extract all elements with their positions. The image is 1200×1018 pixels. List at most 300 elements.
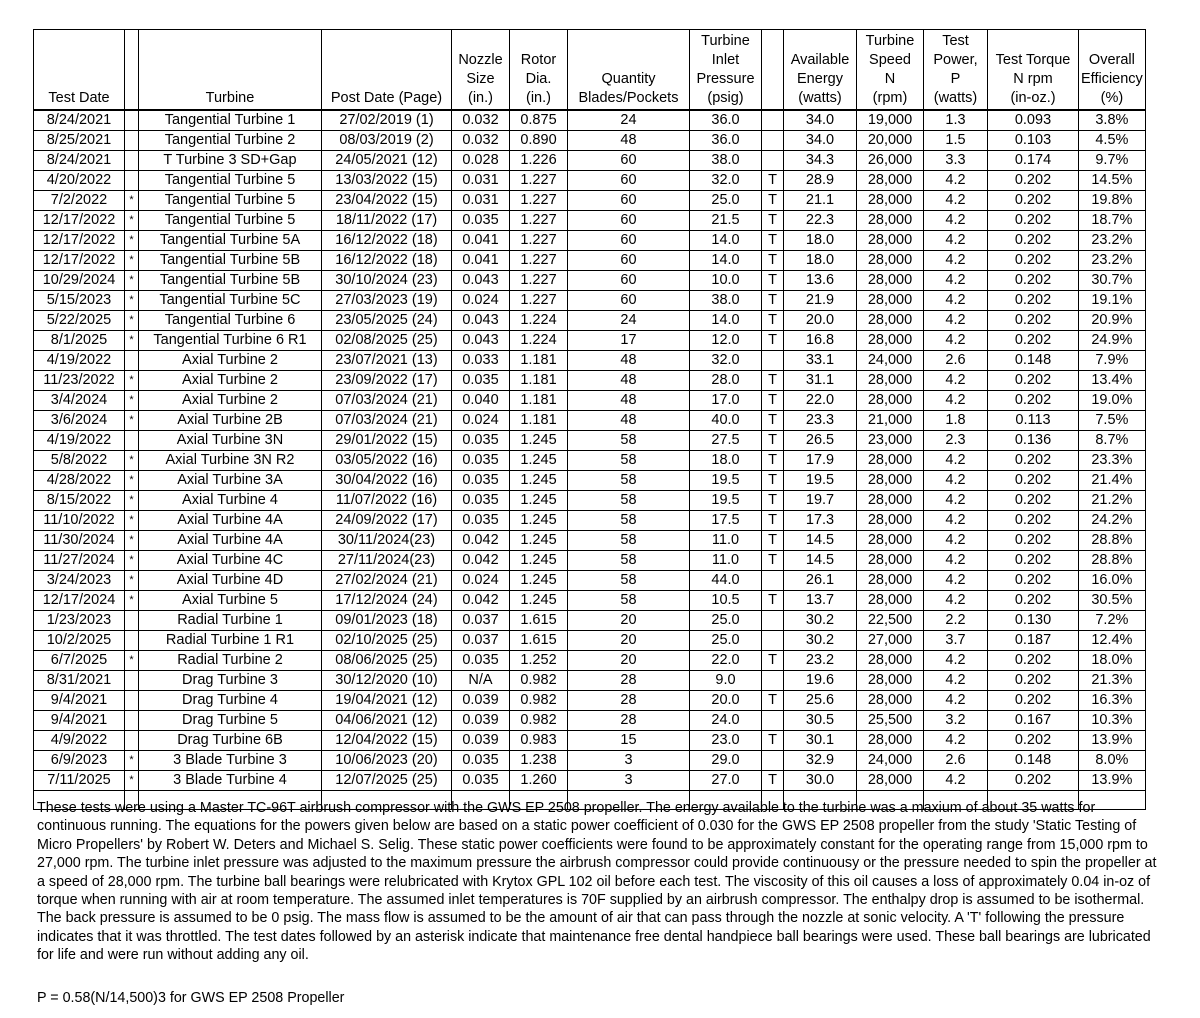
- cell-pressure: 32.0: [690, 351, 762, 371]
- cell-throttle-flag: [762, 151, 784, 171]
- cell-rotor: 1.227: [510, 291, 568, 311]
- cell-power: 4.2: [924, 171, 988, 191]
- cell-energy: 23.3: [784, 411, 857, 431]
- cell-nozzle: 0.043: [452, 271, 510, 291]
- cell-torque: 0.202: [988, 571, 1079, 591]
- cell-power: 4.2: [924, 651, 988, 671]
- table-row: [34, 551, 1146, 571]
- cell-nozzle: 0.035: [452, 491, 510, 511]
- cell-quantity: 17: [568, 331, 690, 351]
- cell-bearing-flag: [125, 671, 139, 691]
- cell-throttle-flag: [762, 571, 784, 591]
- cell-turbine: Drag Turbine 3: [139, 671, 322, 691]
- cell-pressure: 20.0: [690, 691, 762, 711]
- cell-quantity: 60: [568, 271, 690, 291]
- cell-turbine: Drag Turbine 5: [139, 711, 322, 731]
- cell-turbine: Tangential Turbine 1: [139, 110, 322, 131]
- cell-turbine: T Turbine 3 SD+Gap: [139, 151, 322, 171]
- header-throttle-flag: [762, 30, 784, 111]
- cell-turbine: Axial Turbine 4A: [139, 511, 322, 531]
- header-line: N rpm: [1013, 71, 1053, 87]
- header-line: (in-oz.): [1010, 90, 1056, 106]
- cell-quantity: 58: [568, 551, 690, 571]
- cell-throttle-flag: T: [762, 491, 784, 511]
- cell-speed: 28,000: [857, 331, 924, 351]
- cell-pressure: 18.0: [690, 451, 762, 471]
- cell-throttle-flag: T: [762, 651, 784, 671]
- cell-efficiency: 30.5%: [1079, 591, 1146, 611]
- cell-torque: 0.202: [988, 191, 1079, 211]
- cell-throttle-flag: T: [762, 231, 784, 251]
- cell-quantity: 58: [568, 531, 690, 551]
- table-row: [34, 291, 1146, 311]
- cell-speed: 23,000: [857, 431, 924, 451]
- table-row: [34, 351, 1146, 371]
- header-speed: [857, 30, 924, 111]
- header-line: Nozzle: [458, 52, 503, 68]
- cell-energy: 34.3: [784, 151, 857, 171]
- cell-post-date: 16/12/2022 (18): [322, 231, 452, 251]
- cell-energy: 19.6: [784, 671, 857, 691]
- cell-throttle-flag: T: [762, 771, 784, 791]
- cell-test-date: 3/4/2024: [34, 391, 125, 411]
- cell-pressure: 38.0: [690, 151, 762, 171]
- header-line: P: [950, 71, 961, 87]
- cell-post-date: 30/12/2020 (10): [322, 671, 452, 691]
- cell-bearing-flag: *: [125, 271, 139, 291]
- cell-test-date: 3/6/2024: [34, 411, 125, 431]
- cell-bearing-flag: *: [125, 651, 139, 671]
- cell-throttle-flag: T: [762, 331, 784, 351]
- cell-rotor: 0.982: [510, 671, 568, 691]
- cell-test-date: 4/20/2022: [34, 171, 125, 191]
- cell-pressure: 17.5: [690, 511, 762, 531]
- cell-bearing-flag: [125, 711, 139, 731]
- cell-turbine: 3 Blade Turbine 4: [139, 771, 322, 791]
- cell-nozzle: 0.042: [452, 591, 510, 611]
- cell-power: 4.2: [924, 331, 988, 351]
- cell-rotor: 1.181: [510, 351, 568, 371]
- cell-pressure: 23.0: [690, 731, 762, 751]
- cell-quantity: 24: [568, 110, 690, 131]
- cell-throttle-flag: T: [762, 591, 784, 611]
- cell-energy: 30.2: [784, 611, 857, 631]
- cell-rotor: 0.983: [510, 731, 568, 751]
- cell-post-date: 18/11/2022 (17): [322, 211, 452, 231]
- cell-nozzle: 0.042: [452, 551, 510, 571]
- cell-quantity: 58: [568, 451, 690, 471]
- cell-energy: 19.7: [784, 491, 857, 511]
- cell-pressure: 36.0: [690, 110, 762, 131]
- cell-power: 4.2: [924, 211, 988, 231]
- cell-nozzle: 0.032: [452, 131, 510, 151]
- cell-rotor: 1.252: [510, 651, 568, 671]
- cell-test-date: 8/1/2025: [34, 331, 125, 351]
- cell-efficiency: 14.5%: [1079, 171, 1146, 191]
- cell-speed: 21,000: [857, 411, 924, 431]
- cell-power: 4.2: [924, 591, 988, 611]
- header-quantity: [568, 30, 690, 111]
- cell-torque: 0.202: [988, 331, 1079, 351]
- header-line: Inlet: [711, 52, 740, 68]
- cell-rotor: 1.260: [510, 771, 568, 791]
- cell-efficiency: 13.9%: [1079, 771, 1146, 791]
- cell-nozzle: 0.028: [452, 151, 510, 171]
- cell-torque: 0.148: [988, 751, 1079, 771]
- table-row: [34, 671, 1146, 691]
- cell-rotor: 1.181: [510, 391, 568, 411]
- cell-torque: 0.202: [988, 271, 1079, 291]
- cell-test-date: 7/11/2025: [34, 771, 125, 791]
- header-line: (in.): [468, 90, 493, 106]
- cell-power: 4.2: [924, 451, 988, 471]
- cell-speed: 28,000: [857, 731, 924, 751]
- cell-power: 2.3: [924, 431, 988, 451]
- cell-nozzle: 0.041: [452, 231, 510, 251]
- cell-post-date: 30/11/2024(23): [322, 531, 452, 551]
- cell-post-date: 11/07/2022 (16): [322, 491, 452, 511]
- cell-throttle-flag: T: [762, 291, 784, 311]
- table-row: [34, 231, 1146, 251]
- cell-power: 2.6: [924, 351, 988, 371]
- cell-efficiency: 18.0%: [1079, 651, 1146, 671]
- cell-turbine: Radial Turbine 2: [139, 651, 322, 671]
- table-row: [34, 331, 1146, 351]
- cell-nozzle: 0.024: [452, 291, 510, 311]
- cell-power: 3.7: [924, 631, 988, 651]
- cell-post-date: 23/04/2022 (15): [322, 191, 452, 211]
- cell-quantity: 3: [568, 751, 690, 771]
- cell-torque: 0.202: [988, 491, 1079, 511]
- cell-throttle-flag: T: [762, 531, 784, 551]
- cell-turbine: Tangential Turbine 2: [139, 131, 322, 151]
- table-row: [34, 271, 1146, 291]
- cell-power: 4.2: [924, 551, 988, 571]
- cell-nozzle: 0.035: [452, 431, 510, 451]
- cell-power: 4.2: [924, 531, 988, 551]
- header-line: Overall: [1088, 52, 1135, 68]
- cell-test-date: 6/7/2025: [34, 651, 125, 671]
- cell-speed: 28,000: [857, 671, 924, 691]
- table-row: [34, 571, 1146, 591]
- cell-bearing-flag: *: [125, 311, 139, 331]
- cell-quantity: 3: [568, 771, 690, 791]
- header-pressure: [690, 30, 762, 111]
- header-torque: [988, 30, 1079, 111]
- cell-bearing-flag: *: [125, 291, 139, 311]
- cell-post-date: 24/09/2022 (17): [322, 511, 452, 531]
- cell-power: 4.2: [924, 271, 988, 291]
- cell-nozzle: 0.035: [452, 471, 510, 491]
- cell-bearing-flag: *: [125, 331, 139, 351]
- cell-turbine: Axial Turbine 4A: [139, 531, 322, 551]
- cell-throttle-flag: [762, 751, 784, 771]
- table-row: [34, 631, 1146, 651]
- cell-torque: 0.093: [988, 110, 1079, 131]
- cell-rotor: 0.890: [510, 131, 568, 151]
- cell-turbine: Axial Turbine 4C: [139, 551, 322, 571]
- cell-throttle-flag: [762, 131, 784, 151]
- cell-energy: 17.9: [784, 451, 857, 471]
- header-row: [34, 30, 1146, 111]
- cell-quantity: 60: [568, 211, 690, 231]
- cell-turbine: Tangential Turbine 5A: [139, 231, 322, 251]
- cell-throttle-flag: [762, 611, 784, 631]
- cell-pressure: 44.0: [690, 571, 762, 591]
- table-row: [34, 531, 1146, 551]
- cell-turbine: Axial Turbine 2: [139, 371, 322, 391]
- cell-turbine: Axial Turbine 3N R2: [139, 451, 322, 471]
- cell-bearing-flag: *: [125, 231, 139, 251]
- cell-efficiency: 19.0%: [1079, 391, 1146, 411]
- cell-rotor: 1.227: [510, 271, 568, 291]
- cell-speed: 28,000: [857, 291, 924, 311]
- cell-power: 4.2: [924, 671, 988, 691]
- table-row: [34, 171, 1146, 191]
- cell-bearing-flag: [125, 110, 139, 131]
- cell-pressure: 14.0: [690, 311, 762, 331]
- cell-torque: 0.202: [988, 391, 1079, 411]
- cell-throttle-flag: T: [762, 391, 784, 411]
- power-formula: P = 0.58(N/14,500)3 for GWS EP 2508 Propeller: [37, 990, 345, 1006]
- cell-torque: 0.113: [988, 411, 1079, 431]
- cell-speed: 19,000: [857, 110, 924, 131]
- cell-throttle-flag: T: [762, 171, 784, 191]
- cell-pressure: 32.0: [690, 171, 762, 191]
- table-row: [34, 591, 1146, 611]
- cell-bearing-flag: *: [125, 391, 139, 411]
- cell-speed: 28,000: [857, 511, 924, 531]
- cell-nozzle: 0.035: [452, 371, 510, 391]
- cell-throttle-flag: [762, 631, 784, 651]
- cell-bearing-flag: *: [125, 251, 139, 271]
- table-row: [34, 451, 1146, 471]
- cell-speed: 25,500: [857, 711, 924, 731]
- cell-rotor: 1.245: [510, 491, 568, 511]
- cell-pressure: 17.0: [690, 391, 762, 411]
- cell-rotor: 0.875: [510, 110, 568, 131]
- cell-post-date: 12/04/2022 (15): [322, 731, 452, 751]
- cell-throttle-flag: T: [762, 691, 784, 711]
- cell-quantity: 48: [568, 371, 690, 391]
- cell-post-date: 19/04/2021 (12): [322, 691, 452, 711]
- cell-test-date: 11/27/2024: [34, 551, 125, 571]
- table-row: [34, 251, 1146, 271]
- cell-pressure: 12.0: [690, 331, 762, 351]
- cell-speed: 28,000: [857, 771, 924, 791]
- cell-test-date: 11/30/2024: [34, 531, 125, 551]
- cell-torque: 0.167: [988, 711, 1079, 731]
- cell-efficiency: 7.2%: [1079, 611, 1146, 631]
- cell-torque: 0.202: [988, 591, 1079, 611]
- cell-rotor: 1.226: [510, 151, 568, 171]
- cell-rotor: 1.245: [510, 571, 568, 591]
- cell-power: 4.2: [924, 691, 988, 711]
- cell-bearing-flag: *: [125, 211, 139, 231]
- cell-energy: 26.5: [784, 431, 857, 451]
- cell-bearing-flag: *: [125, 771, 139, 791]
- cell-torque: 0.130: [988, 611, 1079, 631]
- cell-post-date: 12/07/2025 (25): [322, 771, 452, 791]
- cell-rotor: 1.227: [510, 251, 568, 271]
- cell-energy: 16.8: [784, 331, 857, 351]
- header-line: (rpm): [872, 90, 908, 106]
- cell-efficiency: 10.3%: [1079, 711, 1146, 731]
- cell-rotor: 1.227: [510, 191, 568, 211]
- cell-energy: 20.0: [784, 311, 857, 331]
- cell-rotor: 1.245: [510, 431, 568, 451]
- cell-nozzle: 0.037: [452, 611, 510, 631]
- cell-quantity: 20: [568, 631, 690, 651]
- cell-quantity: 60: [568, 151, 690, 171]
- header-line: Test: [942, 33, 969, 49]
- cell-energy: 30.2: [784, 631, 857, 651]
- header-turbine: [139, 30, 322, 111]
- cell-post-date: 30/04/2022 (16): [322, 471, 452, 491]
- cell-nozzle: 0.035: [452, 771, 510, 791]
- cell-turbine: Tangential Turbine 5B: [139, 251, 322, 271]
- table-row: [34, 211, 1146, 231]
- cell-bearing-flag: *: [125, 511, 139, 531]
- cell-torque: 0.202: [988, 731, 1079, 751]
- table-row: [34, 431, 1146, 451]
- header-line: (watts): [798, 90, 842, 106]
- cell-efficiency: 9.7%: [1079, 151, 1146, 171]
- cell-rotor: 1.224: [510, 311, 568, 331]
- cell-nozzle: 0.035: [452, 751, 510, 771]
- cell-torque: 0.202: [988, 471, 1079, 491]
- cell-torque: 0.202: [988, 171, 1079, 191]
- cell-pressure: 22.0: [690, 651, 762, 671]
- table-row: [34, 511, 1146, 531]
- cell-post-date: 16/12/2022 (18): [322, 251, 452, 271]
- table-row: [34, 751, 1146, 771]
- cell-test-date: 5/8/2022: [34, 451, 125, 471]
- cell-rotor: 1.238: [510, 751, 568, 771]
- cell-energy: 30.0: [784, 771, 857, 791]
- table-row: [34, 471, 1146, 491]
- cell-pressure: 9.0: [690, 671, 762, 691]
- header-line: Pressure: [696, 71, 755, 87]
- cell-torque: 0.202: [988, 251, 1079, 271]
- cell-pressure: 38.0: [690, 291, 762, 311]
- cell-post-date: 27/03/2023 (19): [322, 291, 452, 311]
- cell-bearing-flag: *: [125, 551, 139, 571]
- cell-throttle-flag: T: [762, 311, 784, 331]
- header-bearing-flag: [125, 30, 139, 111]
- cell-bearing-flag: *: [125, 371, 139, 391]
- cell-throttle-flag: T: [762, 271, 784, 291]
- cell-test-date: 8/15/2022: [34, 491, 125, 511]
- cell-nozzle: 0.024: [452, 571, 510, 591]
- cell-quantity: 58: [568, 511, 690, 531]
- cell-nozzle: 0.041: [452, 251, 510, 271]
- cell-throttle-flag: T: [762, 371, 784, 391]
- cell-torque: 0.202: [988, 211, 1079, 231]
- cell-quantity: 60: [568, 171, 690, 191]
- cell-test-date: 7/2/2022: [34, 191, 125, 211]
- cell-energy: 34.0: [784, 110, 857, 131]
- cell-power: 1.3: [924, 110, 988, 131]
- cell-post-date: 07/03/2024 (21): [322, 391, 452, 411]
- cell-nozzle: 0.040: [452, 391, 510, 411]
- header-line: Post Date (Page): [330, 90, 443, 106]
- cell-quantity: 24: [568, 311, 690, 331]
- cell-energy: 13.6: [784, 271, 857, 291]
- cell-rotor: 1.245: [510, 591, 568, 611]
- cell-rotor: 1.181: [510, 371, 568, 391]
- cell-post-date: 23/07/2021 (13): [322, 351, 452, 371]
- cell-torque: 0.187: [988, 631, 1079, 651]
- cell-test-date: 8/31/2021: [34, 671, 125, 691]
- cell-torque: 0.202: [988, 311, 1079, 331]
- cell-speed: 28,000: [857, 451, 924, 471]
- turbine-test-table: [33, 29, 1146, 810]
- cell-power: 4.2: [924, 511, 988, 531]
- cell-bearing-flag: *: [125, 591, 139, 611]
- cell-turbine: Axial Turbine 4D: [139, 571, 322, 591]
- cell-post-date: 04/06/2021 (12): [322, 711, 452, 731]
- cell-energy: 32.9: [784, 751, 857, 771]
- spreadsheet: [33, 29, 1146, 810]
- cell-power: 4.2: [924, 731, 988, 751]
- cell-rotor: 1.224: [510, 331, 568, 351]
- cell-bearing-flag: *: [125, 491, 139, 511]
- cell-post-date: 27/11/2024(23): [322, 551, 452, 571]
- cell-throttle-flag: T: [762, 251, 784, 271]
- cell-turbine: Tangential Turbine 5B: [139, 271, 322, 291]
- cell-power: 4.2: [924, 191, 988, 211]
- cell-quantity: 60: [568, 191, 690, 211]
- header-post-date: [322, 30, 452, 111]
- table-row: [34, 711, 1146, 731]
- cell-throttle-flag: [762, 671, 784, 691]
- cell-efficiency: 24.9%: [1079, 331, 1146, 351]
- cell-efficiency: 20.9%: [1079, 311, 1146, 331]
- cell-test-date: 6/9/2023: [34, 751, 125, 771]
- cell-torque: 0.136: [988, 431, 1079, 451]
- cell-efficiency: 4.5%: [1079, 131, 1146, 151]
- table-row: [34, 771, 1146, 791]
- cell-torque: 0.202: [988, 651, 1079, 671]
- cell-speed: 28,000: [857, 371, 924, 391]
- cell-power: 4.2: [924, 311, 988, 331]
- cell-energy: 22.0: [784, 391, 857, 411]
- cell-speed: 28,000: [857, 251, 924, 271]
- cell-bearing-flag: [125, 351, 139, 371]
- cell-post-date: 08/06/2025 (25): [322, 651, 452, 671]
- cell-post-date: 23/09/2022 (17): [322, 371, 452, 391]
- cell-post-date: 13/03/2022 (15): [322, 171, 452, 191]
- table-row: [34, 151, 1146, 171]
- cell-throttle-flag: T: [762, 411, 784, 431]
- cell-power: 4.2: [924, 771, 988, 791]
- cell-turbine: Axial Turbine 2B: [139, 411, 322, 431]
- header-line: Turbine: [701, 33, 750, 49]
- cell-test-date: 12/17/2024: [34, 591, 125, 611]
- cell-speed: 26,000: [857, 151, 924, 171]
- cell-rotor: 1.615: [510, 611, 568, 631]
- cell-turbine: Tangential Turbine 6 R1: [139, 331, 322, 351]
- cell-pressure: 25.0: [690, 631, 762, 651]
- cell-test-date: 4/19/2022: [34, 431, 125, 451]
- cell-speed: 28,000: [857, 651, 924, 671]
- cell-post-date: 02/08/2025 (25): [322, 331, 452, 351]
- cell-nozzle: 0.043: [452, 331, 510, 351]
- cell-rotor: 1.245: [510, 511, 568, 531]
- header-line: (watts): [933, 90, 978, 106]
- cell-nozzle: 0.035: [452, 511, 510, 531]
